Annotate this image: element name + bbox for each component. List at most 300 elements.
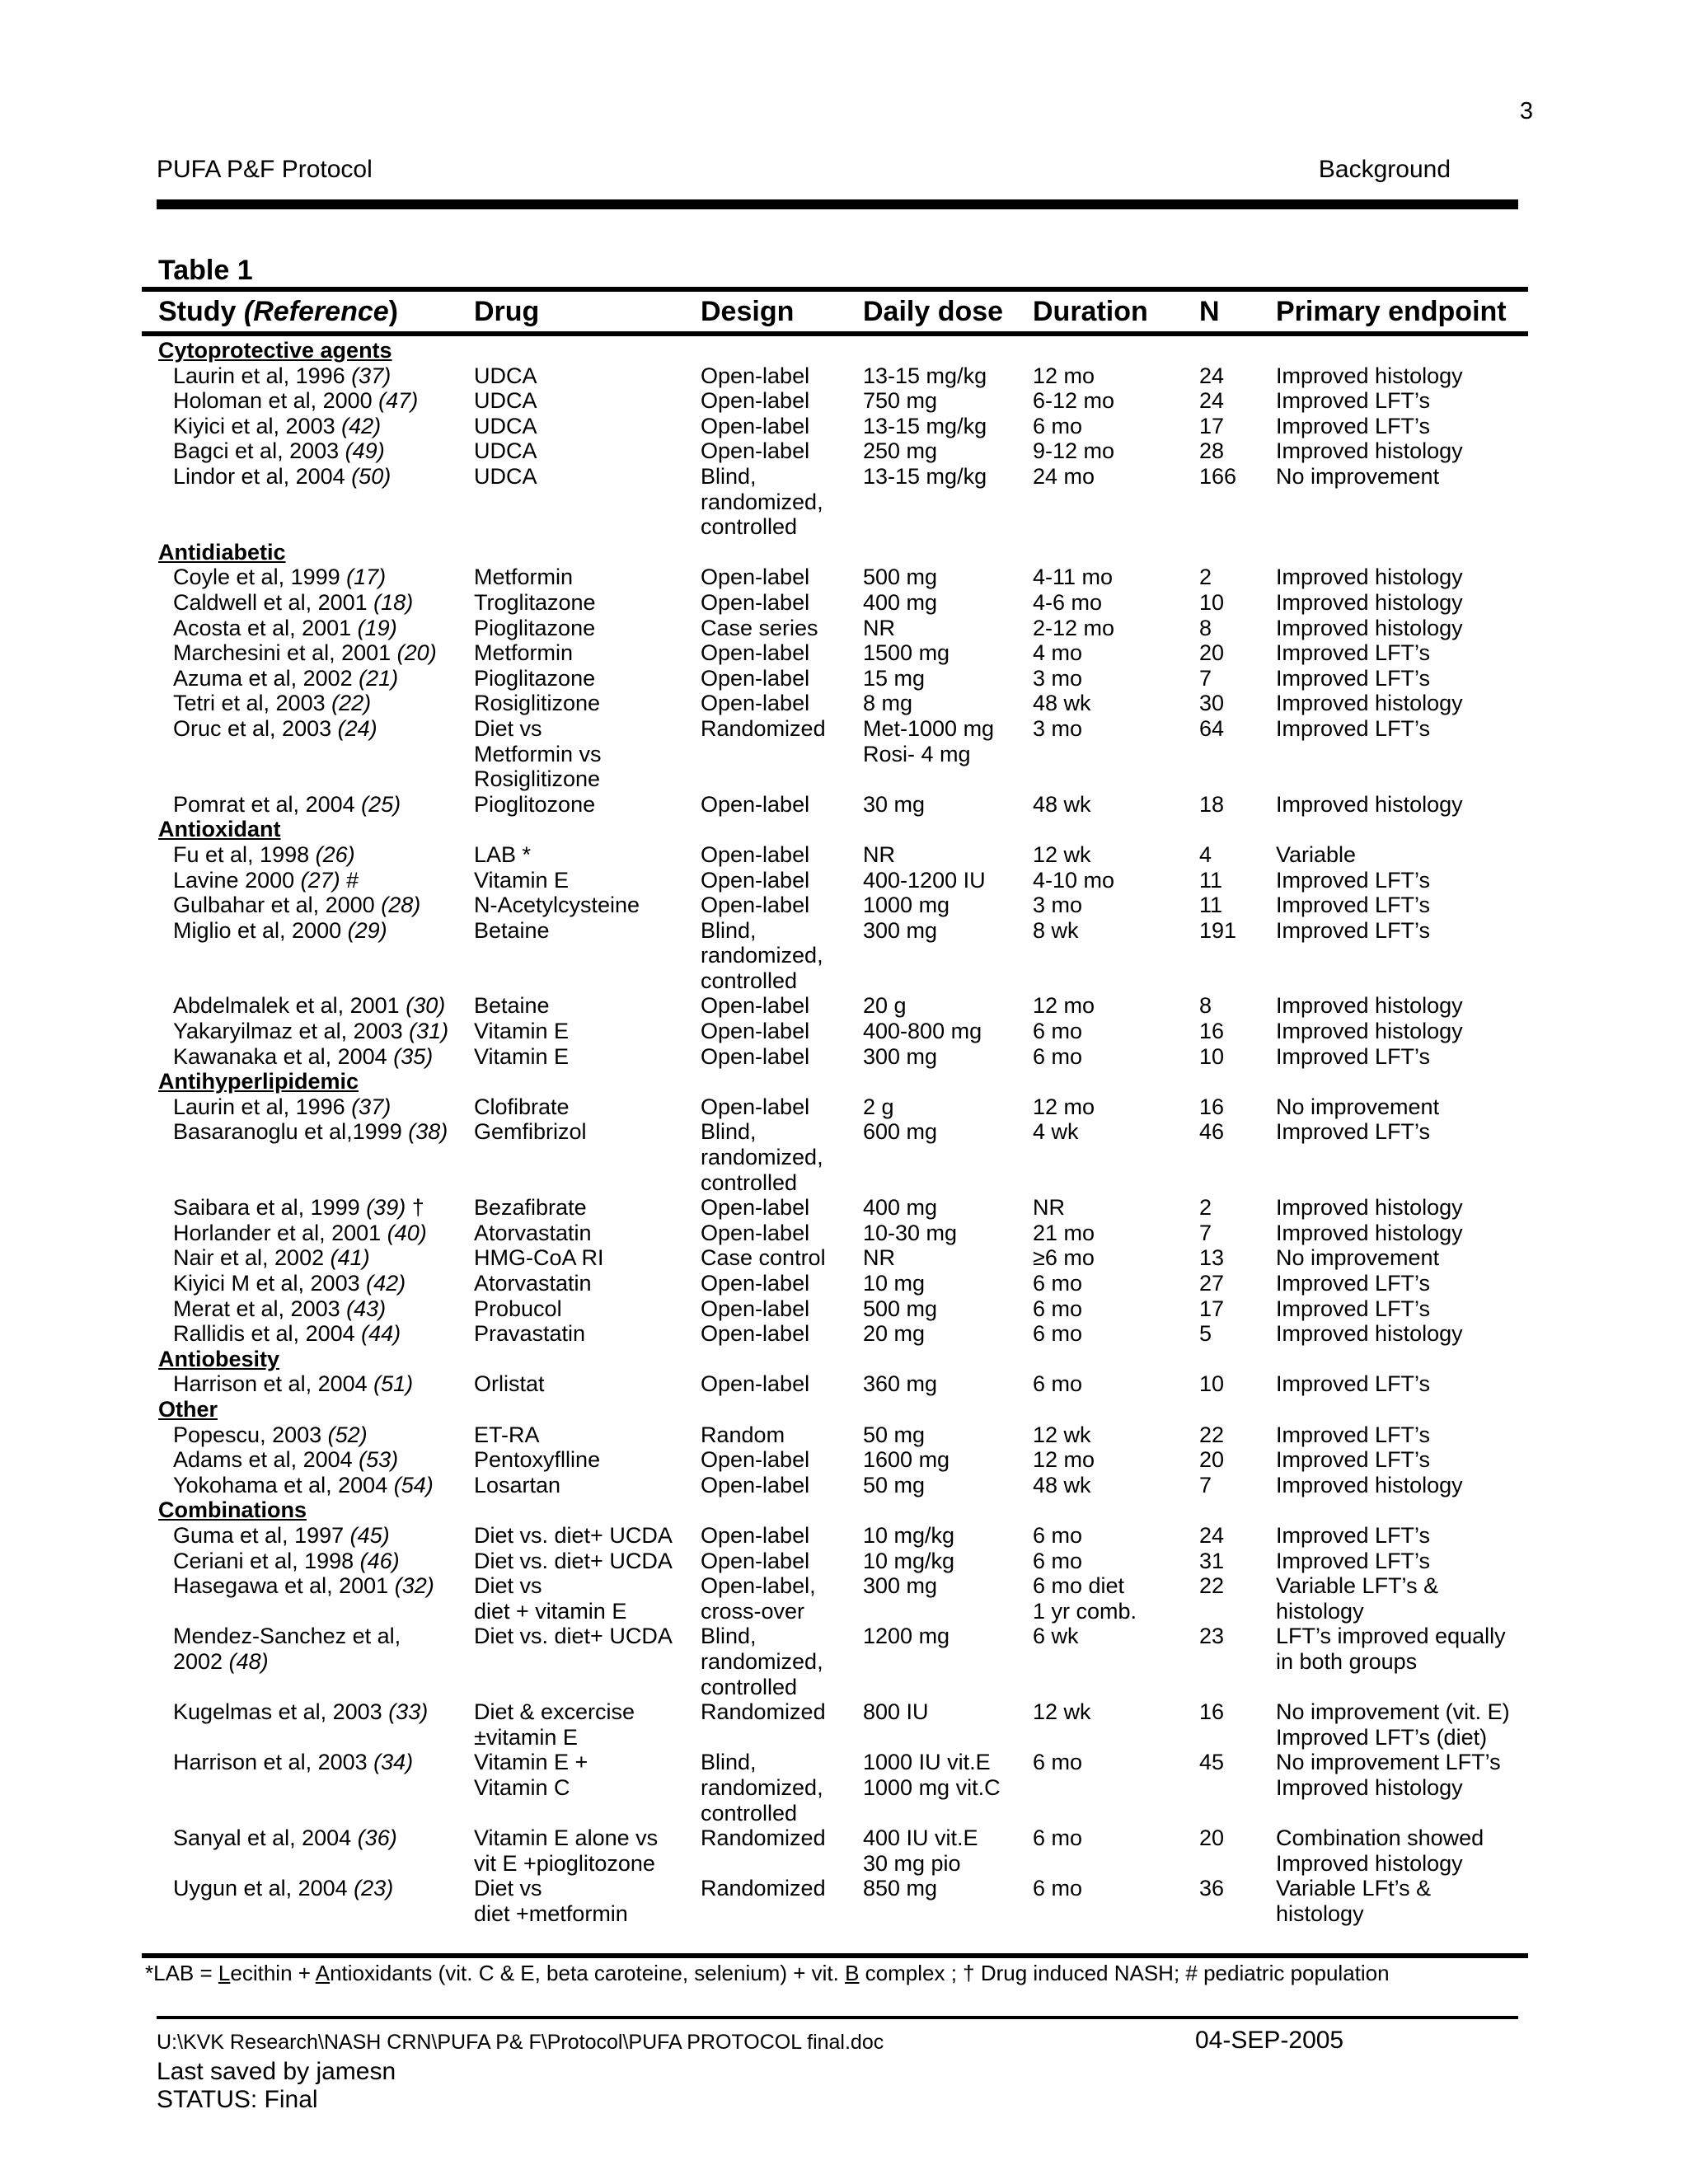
table-row xyxy=(0,1699,1688,1750)
design-cell-line: Open-label xyxy=(701,841,810,867)
primary-endpoint-cell-line: No improvement xyxy=(1276,463,1440,489)
daily-dose-cell-line: 400 mg xyxy=(863,1195,938,1221)
design-cell-line: controlled xyxy=(701,1169,798,1195)
n-cell: 18 xyxy=(1199,791,1225,817)
primary-endpoint-cell xyxy=(1276,842,1356,868)
study-name: Lavine 2000 xyxy=(173,867,295,893)
design-cell xyxy=(701,716,826,742)
primary-endpoint-cell-line: Variable LFT’s & xyxy=(1276,1573,1439,1599)
n-cell: 10 xyxy=(1199,1043,1225,1069)
primary-endpoint-cell-line: Improved LFT’s xyxy=(1276,665,1431,691)
study-reference: (52) xyxy=(327,1422,368,1447)
study-cell xyxy=(173,1573,434,1599)
design-cell xyxy=(701,1624,823,1699)
design-cell xyxy=(701,1573,816,1624)
table-title: Table 1 xyxy=(158,255,253,286)
duration-cell xyxy=(1033,590,1102,616)
duration-cell xyxy=(1033,1221,1095,1246)
study-reference: (51) xyxy=(373,1371,414,1397)
duration-cell-line: 6 mo xyxy=(1033,1043,1083,1069)
duration-cell xyxy=(1033,438,1114,464)
study-name: Laurin et al, 1996 xyxy=(173,363,345,388)
design-cell-line: cross-over xyxy=(701,1598,805,1624)
col-header-primary-endpoint: Primary endpoint xyxy=(1276,296,1507,327)
duration-cell xyxy=(1033,1750,1082,1775)
n-cell: 8 xyxy=(1199,993,1212,1019)
design-cell-line: randomized, xyxy=(701,943,823,968)
daily-dose-cell-line: 300 mg xyxy=(863,1043,938,1069)
n-cell: 46 xyxy=(1199,1119,1225,1145)
daily-dose-cell-line: 20 g xyxy=(863,993,907,1019)
daily-dose-cell xyxy=(863,1699,929,1725)
n-cell: 11 xyxy=(1199,893,1223,918)
study-reference: (34) xyxy=(373,1750,414,1775)
duration-cell xyxy=(1033,464,1095,490)
daily-dose-cell-line: 10-30 mg xyxy=(863,1220,958,1245)
design-cell xyxy=(701,842,809,868)
primary-endpoint-cell-line: Improved histology xyxy=(1276,438,1463,464)
design-cell xyxy=(701,438,809,464)
primary-endpoint-cell xyxy=(1276,1825,1484,1876)
n-cell: 24 xyxy=(1199,388,1225,414)
daily-dose-cell xyxy=(863,1119,937,1145)
duration-cell-line: 6 mo xyxy=(1033,1296,1083,1321)
primary-endpoint-cell xyxy=(1276,1371,1430,1397)
drug-cell-line: Diet vs. diet+ UCDA xyxy=(474,1548,673,1573)
study-cell xyxy=(173,565,386,590)
drug-cell-line: Diet vs. diet+ UCDA xyxy=(474,1522,673,1548)
table-row xyxy=(0,1044,1688,1070)
study-reference: (28) xyxy=(381,893,421,918)
primary-endpoint-cell-line: Improved LFT’s xyxy=(1276,1296,1431,1321)
study-reference: (36) xyxy=(357,1825,397,1851)
duration-cell xyxy=(1033,1573,1137,1624)
design-cell-line: Open-label xyxy=(701,1522,810,1548)
study-cell xyxy=(173,388,418,414)
n-cell: 22 xyxy=(1199,1422,1225,1447)
study-name: Kiyici et al, 2003 xyxy=(173,413,335,438)
table-row xyxy=(0,716,1688,792)
design-cell-line: Open-label xyxy=(701,993,810,1019)
primary-endpoint-cell xyxy=(1276,1271,1430,1296)
daily-dose-cell-line: 13-15 mg/kg xyxy=(863,363,987,388)
study-cell xyxy=(173,438,385,464)
table-row xyxy=(0,1221,1688,1246)
design-cell-line: Open-label xyxy=(701,1195,810,1221)
drug-cell-line: Diet vs xyxy=(474,1573,542,1599)
study-reference: (48) xyxy=(228,1648,269,1674)
daily-dose-cell xyxy=(863,590,937,616)
drug-cell xyxy=(474,868,569,893)
study-name: Miglio et al, 2000 xyxy=(173,917,342,943)
study-name: Basaranoglu et al,1999 xyxy=(173,1119,402,1145)
daily-dose-cell xyxy=(863,640,950,666)
study-name: Kiyici M et al, 2003 xyxy=(173,1271,360,1296)
drug-cell xyxy=(474,1422,540,1448)
table-row xyxy=(0,1422,1688,1448)
daily-dose-cell-line: 250 mg xyxy=(863,438,938,464)
study-name: Acosta et al, 2001 xyxy=(173,615,352,640)
duration-cell xyxy=(1033,565,1113,590)
daily-dose-cell-line: 13-15 mg/kg xyxy=(863,413,987,438)
duration-cell-line: 12 wk xyxy=(1033,841,1091,867)
drug-cell-line: Rosiglitizone xyxy=(474,691,601,716)
daily-dose-cell xyxy=(863,1271,925,1296)
drug-cell xyxy=(474,716,602,792)
study-reference: (17) xyxy=(346,565,387,590)
design-cell xyxy=(701,1447,809,1473)
duration-cell-line: 21 mo xyxy=(1033,1220,1095,1245)
study-reference: (43) xyxy=(346,1296,387,1321)
design-cell-line: controlled xyxy=(701,968,798,993)
col-header-study: Study (Reference) xyxy=(158,296,398,327)
footer-status: STATUS: Final xyxy=(157,2086,318,2113)
design-cell-line: Open-label xyxy=(701,1447,810,1473)
n-cell: 17 xyxy=(1199,1296,1225,1321)
drug-cell-line: Orlistat xyxy=(474,1371,545,1397)
design-cell-line: controlled xyxy=(701,1800,798,1825)
primary-endpoint-cell xyxy=(1276,616,1463,641)
design-cell-line: Open-label xyxy=(701,1094,810,1119)
drug-cell-line: Pioglitozone xyxy=(474,791,596,817)
n-cell: 28 xyxy=(1199,438,1225,464)
primary-endpoint-cell xyxy=(1276,868,1430,893)
drug-cell xyxy=(474,1573,626,1624)
n-cell: 2 xyxy=(1199,565,1212,590)
study-reference: (40) xyxy=(387,1220,427,1245)
duration-cell-line: 12 wk xyxy=(1033,1699,1091,1725)
primary-endpoint-cell-line: Improved LFT’s xyxy=(1276,1119,1431,1145)
drug-cell xyxy=(474,1119,587,1145)
category-row xyxy=(0,817,1688,842)
study-cell xyxy=(173,1296,386,1322)
table-header-rule xyxy=(142,331,1528,336)
primary-endpoint-cell-line: No improvement xyxy=(1276,1094,1440,1119)
drug-cell-line: Troglitazone xyxy=(474,589,596,615)
daily-dose-cell xyxy=(863,1321,925,1347)
primary-endpoint-cell xyxy=(1276,388,1430,414)
n-cell: 24 xyxy=(1199,363,1225,388)
daily-dose-cell xyxy=(863,414,987,439)
drug-cell xyxy=(474,893,640,918)
table-row xyxy=(0,363,1688,389)
study-cell xyxy=(173,1371,413,1397)
daily-dose-cell xyxy=(863,1523,954,1549)
drug-cell xyxy=(474,1473,560,1498)
study-cell xyxy=(173,1523,390,1549)
n-cell: 20 xyxy=(1199,640,1225,666)
table-row xyxy=(0,1523,1688,1549)
primary-endpoint-cell-line: Improved histology xyxy=(1276,691,1463,716)
col-header-n: N xyxy=(1199,296,1220,327)
primary-endpoint-cell xyxy=(1276,666,1430,691)
study-cell xyxy=(173,1549,400,1574)
n-cell: 30 xyxy=(1199,691,1225,716)
table-row xyxy=(0,1825,1688,1876)
daily-dose-cell-line: 360 mg xyxy=(863,1371,938,1397)
daily-dose-cell-line: NR xyxy=(863,1245,895,1271)
design-cell-line: Blind, xyxy=(701,1750,757,1775)
duration-cell xyxy=(1033,792,1091,818)
table-row xyxy=(0,1447,1688,1473)
daily-dose-cell xyxy=(863,1019,982,1044)
drug-cell xyxy=(474,616,595,641)
study-name: Uygun et al, 2004 xyxy=(173,1876,348,1901)
drug-cell-line: Metformin xyxy=(474,640,574,666)
drug-cell-line: UDCA xyxy=(474,363,537,388)
study-cell xyxy=(173,1195,424,1221)
primary-endpoint-cell-line: No improvement xyxy=(1276,1245,1440,1271)
drug-cell xyxy=(474,993,550,1019)
design-cell-line: Open-label xyxy=(701,1296,810,1321)
n-cell: 24 xyxy=(1199,1522,1225,1548)
drug-cell-line: UDCA xyxy=(474,463,537,489)
table-row xyxy=(0,1549,1688,1574)
category-row xyxy=(0,1497,1688,1523)
design-cell-line: Open-label, xyxy=(701,1573,816,1599)
table-row xyxy=(0,1371,1688,1397)
daily-dose-cell-line: 30 mg xyxy=(863,791,926,817)
drug-cell-line: diet + vitamin E xyxy=(474,1598,627,1624)
table-row xyxy=(0,1019,1688,1044)
study-reference: (19) xyxy=(357,615,397,640)
primary-endpoint-cell-line: Improved LFT’s xyxy=(1276,388,1431,414)
n-cell: 11 xyxy=(1199,867,1223,893)
study-cell xyxy=(173,1750,413,1775)
primary-endpoint-cell-line: Improved LFT’s xyxy=(1276,1271,1431,1296)
drug-cell-line: Vitamin E alone vs xyxy=(474,1825,659,1851)
daily-dose-cell xyxy=(863,1371,937,1397)
daily-dose-cell-line: 500 mg xyxy=(863,565,938,590)
drug-cell xyxy=(474,666,595,691)
design-cell-line: Case control xyxy=(701,1245,826,1271)
study-name: Hasegawa et al, 2001 xyxy=(173,1573,389,1599)
drug-cell-line: ±vitamin E xyxy=(474,1724,578,1750)
primary-endpoint-cell-line: Improved histology xyxy=(1276,791,1463,817)
n-cell: 23 xyxy=(1199,1624,1225,1649)
primary-endpoint-cell xyxy=(1276,438,1463,464)
primary-endpoint-cell xyxy=(1276,1750,1501,1800)
primary-endpoint-cell-line: histology xyxy=(1276,1900,1364,1926)
primary-endpoint-cell xyxy=(1276,1422,1430,1448)
drug-cell xyxy=(474,1371,545,1397)
study-name: Kugelmas et al, 2003 xyxy=(173,1699,382,1725)
page-number: 3 xyxy=(1519,98,1533,124)
daily-dose-cell-line: 13-15 mg/kg xyxy=(863,463,987,489)
study-name: Bagci et al, 2003 xyxy=(173,438,340,464)
study-cell xyxy=(173,464,391,490)
daily-dose-cell-line: 1600 mg xyxy=(863,1447,950,1473)
primary-endpoint-cell-line: Combination showed xyxy=(1276,1825,1484,1851)
study-reference: (27) xyxy=(300,867,340,893)
daily-dose-cell xyxy=(863,792,925,818)
daily-dose-cell-line: 300 mg xyxy=(863,1573,938,1599)
drug-cell xyxy=(474,1245,604,1271)
study-name: Ceriani et al, 1998 xyxy=(173,1548,354,1573)
drug-cell-line: Metformin vs xyxy=(474,741,602,766)
design-cell xyxy=(701,1094,809,1120)
daily-dose-cell-line: 1200 mg xyxy=(863,1624,950,1649)
duration-cell-line: 8 wk xyxy=(1033,917,1079,943)
duration-cell xyxy=(1033,363,1095,389)
study-reference: (39) xyxy=(366,1195,406,1221)
study-cell xyxy=(173,918,387,944)
study-reference: (46) xyxy=(359,1548,400,1573)
study-reference: (47) xyxy=(378,388,419,414)
study-reference: (35) xyxy=(393,1043,434,1069)
daily-dose-cell xyxy=(863,716,994,766)
design-cell-line: Open-label xyxy=(701,1019,810,1044)
design-cell xyxy=(701,565,809,590)
drug-cell xyxy=(474,1699,635,1750)
primary-endpoint-cell-line: Improved LFT’s xyxy=(1276,1522,1431,1548)
daily-dose-cell-line: 500 mg xyxy=(863,1296,938,1321)
table-row xyxy=(0,1573,1688,1624)
study-cell xyxy=(173,1044,433,1070)
design-cell xyxy=(701,1523,809,1549)
col-header-design: Design xyxy=(701,296,795,327)
daily-dose-cell xyxy=(863,691,912,716)
drug-cell-line: Vitamin E + xyxy=(474,1750,588,1775)
duration-cell xyxy=(1033,1321,1082,1347)
daily-dose-cell-line: 1000 mg vit.C xyxy=(863,1774,1001,1800)
study-marker: # xyxy=(340,867,359,893)
design-cell-line: Open-label xyxy=(701,363,810,388)
primary-endpoint-cell-line: Improved histology xyxy=(1276,1472,1463,1497)
design-cell-line: Blind, xyxy=(701,1624,757,1649)
drug-cell xyxy=(474,1296,562,1322)
daily-dose-cell xyxy=(863,1549,954,1574)
study-name: Gulbahar et al, 2000 xyxy=(173,893,375,918)
study-cell xyxy=(173,1221,427,1246)
study-name: Fu et al, 1998 xyxy=(173,841,310,867)
design-cell xyxy=(701,1549,809,1574)
study-cell xyxy=(173,1094,391,1120)
category-row xyxy=(0,338,1688,363)
drug-cell xyxy=(474,1825,658,1876)
drug-cell xyxy=(474,1044,569,1070)
drug-cell-line: Probucol xyxy=(474,1296,562,1321)
study-name: Oruc et al, 2003 xyxy=(173,715,332,741)
table-row xyxy=(0,1876,1688,1926)
duration-cell xyxy=(1033,1094,1095,1120)
n-cell: 31 xyxy=(1199,1548,1225,1573)
table-row xyxy=(0,691,1688,716)
category-label: Combinations xyxy=(158,1497,307,1523)
design-cell xyxy=(701,993,809,1019)
design-cell xyxy=(701,388,809,414)
daily-dose-cell-line: 50 mg xyxy=(863,1472,926,1497)
drug-cell-line: Vitamin C xyxy=(474,1774,570,1800)
daily-dose-cell-line: 800 IU xyxy=(863,1699,929,1725)
design-cell-line: Case series xyxy=(701,615,818,640)
n-cell: 17 xyxy=(1199,413,1225,438)
study-name: Yakaryilmaz et al, 2003 xyxy=(173,1019,403,1044)
table-row xyxy=(0,1245,1688,1271)
daily-dose-cell xyxy=(863,1447,950,1473)
category-label: Cytoprotective agents xyxy=(158,338,392,363)
duration-cell-line: 6 mo xyxy=(1033,413,1083,438)
footer-rule xyxy=(157,2016,1518,2019)
duration-cell xyxy=(1033,1523,1082,1549)
daily-dose-cell xyxy=(863,1422,925,1448)
duration-cell xyxy=(1033,1119,1079,1145)
table-row xyxy=(0,1271,1688,1296)
n-cell: 16 xyxy=(1199,1699,1225,1725)
n-cell: 22 xyxy=(1199,1573,1225,1599)
study-reference: (37) xyxy=(351,363,392,388)
study-reference: (50) xyxy=(351,463,392,489)
primary-endpoint-cell-line: Improved LFT’s xyxy=(1276,867,1431,893)
header-rule xyxy=(157,199,1518,209)
study-name: Pomrat et al, 2004 xyxy=(173,791,355,817)
primary-endpoint-cell xyxy=(1276,1119,1430,1145)
n-cell: 45 xyxy=(1199,1750,1225,1775)
design-cell-line: Randomized xyxy=(701,1825,826,1851)
drug-cell-line: HMG-CoA RI xyxy=(474,1245,604,1271)
category-row xyxy=(0,540,1688,565)
drug-cell xyxy=(474,464,537,490)
table-row xyxy=(0,893,1688,918)
design-cell-line: randomized, xyxy=(701,1774,823,1800)
daily-dose-cell-line: 1500 mg xyxy=(863,640,950,666)
design-cell xyxy=(701,616,818,641)
table-row xyxy=(0,993,1688,1019)
primary-endpoint-cell-line: Improved LFT’s xyxy=(1276,893,1431,918)
table-row xyxy=(0,414,1688,439)
duration-cell-line: 9-12 mo xyxy=(1033,438,1115,464)
study-cell xyxy=(173,1876,393,1901)
table-row xyxy=(0,464,1688,540)
duration-cell xyxy=(1033,993,1095,1019)
duration-cell xyxy=(1033,1624,1079,1649)
duration-cell-line: 4-6 mo xyxy=(1033,589,1103,615)
study-cell xyxy=(173,666,398,691)
drug-cell xyxy=(474,438,537,464)
duration-cell xyxy=(1033,1825,1082,1851)
design-cell-line: randomized, xyxy=(701,1145,823,1170)
study-reference: (42) xyxy=(366,1271,406,1296)
primary-endpoint-cell-line: Improved LFT’s xyxy=(1276,715,1431,741)
n-cell: 27 xyxy=(1199,1271,1225,1296)
daily-dose-cell xyxy=(863,1044,937,1070)
design-cell-line: randomized, xyxy=(701,1648,823,1674)
drug-cell xyxy=(474,1221,592,1246)
design-cell-line: Open-label xyxy=(701,413,810,438)
daily-dose-cell xyxy=(863,464,987,490)
table-row xyxy=(0,918,1688,994)
duration-cell xyxy=(1033,1422,1091,1448)
study-name: Sanyal et al, 2004 xyxy=(173,1825,352,1851)
study-reference: (54) xyxy=(393,1472,434,1497)
design-cell-line: Open-label xyxy=(701,893,810,918)
duration-cell xyxy=(1033,893,1082,918)
drug-cell-line: Metformin xyxy=(474,565,574,590)
drug-cell-line: Gemfibrizol xyxy=(474,1119,587,1145)
design-cell xyxy=(701,363,809,389)
drug-cell-line: Losartan xyxy=(474,1472,561,1497)
daily-dose-cell-line: 750 mg xyxy=(863,388,938,414)
primary-endpoint-cell-line: No improvement LFT’s xyxy=(1276,1750,1501,1775)
drug-cell-line: Betaine xyxy=(474,917,550,943)
duration-cell xyxy=(1033,1699,1091,1725)
table-bottom-rule xyxy=(142,1953,1528,1958)
duration-cell xyxy=(1033,716,1082,742)
study-cell xyxy=(173,1624,401,1674)
study-name: Harrison et al, 2004 xyxy=(173,1371,368,1397)
drug-cell-line: N-Acetylcysteine xyxy=(474,893,640,918)
study-reference: (45) xyxy=(349,1522,390,1548)
